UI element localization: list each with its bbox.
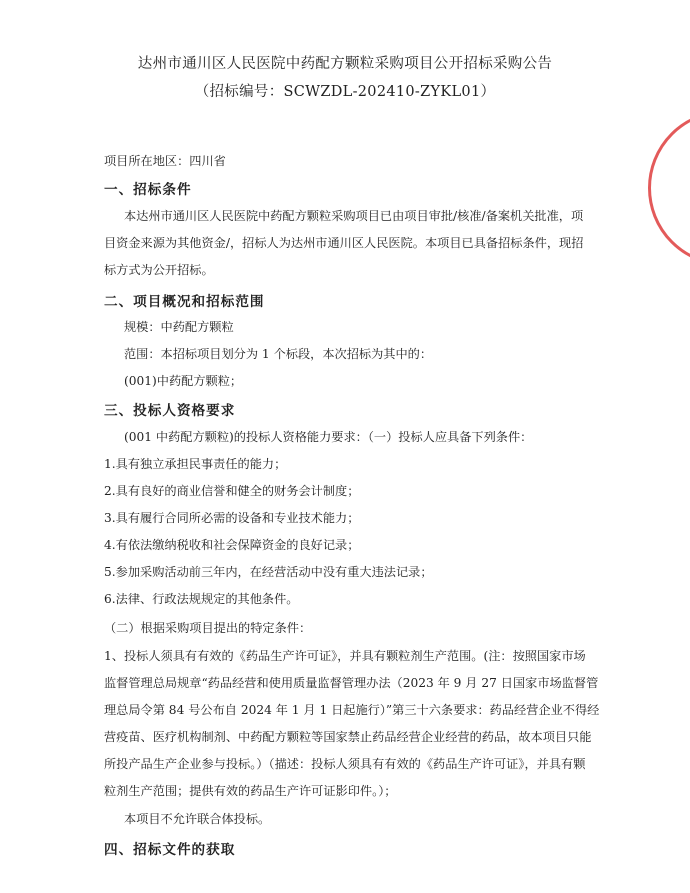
special-conditions-intro: （二）根据采购项目提出的特定条件： [104, 621, 312, 635]
section-1-heading: 一、招标条件 [104, 182, 192, 198]
qualification-item: 4.有依法缴纳税收和社会保障资金的良好记录； [104, 538, 360, 552]
qualification-item: 2.具有良好的商业信誉和健全的财务会计制度； [104, 484, 360, 498]
section-3-heading: 三、投标人资格要求 [104, 403, 236, 419]
section-1-line: 标方式为公开招标。 [104, 263, 214, 277]
official-seal [648, 110, 690, 266]
qualification-item: 5.参加采购活动前三年内，在经营活动中没有重大违法记录； [104, 565, 433, 579]
qualification-intro: (001 中药配方颗粒)的投标人资格能力要求：（一）投标人应具备下列条件： [124, 430, 533, 444]
document-title: 达州市通川区人民医院中药配方颗粒采购项目公开招标采购公告 [137, 56, 553, 72]
section-2-heading: 二、项目概况和招标范围 [104, 294, 265, 310]
special-condition-line: 所投产品生产企业参与投标。）（描述：投标人须具有有效的《药品生产许可证》，并具有颗 [104, 757, 586, 771]
special-condition-line: 1、投标人须具有有效的《药品生产许可证》，并具有颗粒剂生产范围。(注：按照国家市场 [104, 649, 586, 663]
consortium-note: 本项目不允许联合体投标。 [124, 812, 271, 826]
qualification-item: 6.法律、行政法规规定的其他条件。 [104, 592, 299, 606]
section-1-line: 目资金来源为其他资金/，招标人为达州市通川区人民医院。本项目已具备招标条件，现招 [104, 236, 584, 250]
project-region: 项目所在地区：四川省 [104, 154, 226, 168]
special-condition-line: 粒剂生产范围；提供有效的药品生产许可证影印件。）； [104, 784, 397, 798]
special-condition-line: 营疫苗、医疗机构制剂、中药配方颗粒等国家禁止药品经营企业经营的药品，故本项目只能 [104, 730, 592, 744]
section-4-heading: 四、招标文件的获取 [104, 842, 236, 858]
tender-number: （招标编号：SCWZDL-202410-ZYKL01） [194, 84, 496, 100]
lot-item: (001)中药配方颗粒； [124, 374, 243, 388]
qualification-item: 1.具有独立承担民事责任的能力； [104, 457, 287, 471]
qualification-item: 3.具有履行合同所必需的设备和专业技术能力； [104, 511, 360, 525]
special-condition-line: 监督管理总局规章“药品经营和使用质量监督管理办法（2023 年 9 月 27 日国家市场监督管 [104, 676, 599, 690]
project-scale: 规模：中药配方颗粒 [124, 320, 234, 334]
project-scope: 范围：本招标项目划分为 1 个标段，本次招标为其中的： [124, 347, 433, 361]
special-condition-line: 理总局令第 84 号公布自 2024 年 1 月 1 日起施行）”第三十六条要求：药品经营企业不得经 [104, 703, 600, 717]
section-1-line: 本达州市通川区人民医院中药配方颗粒采购项目已由项目审批/核准/备案机关批准，项 [124, 209, 584, 223]
